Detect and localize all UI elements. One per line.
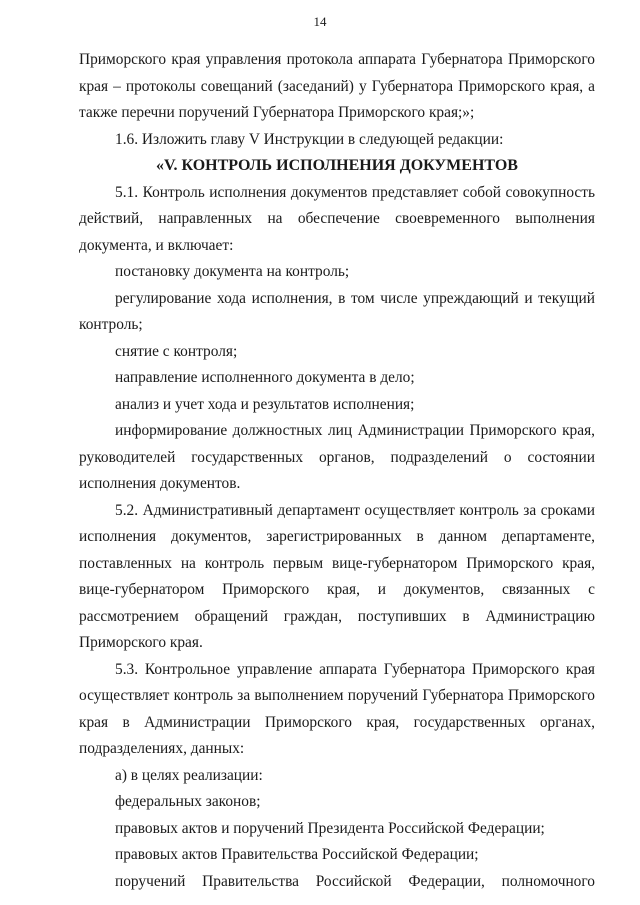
list-item: информирование должностных лиц Администрации Приморского края, руководителей государственных органов, подразделений о состоянии исполнения документов. — [79, 422, 595, 492]
chapter-title: «V. КОНТРОЛЬ ИСПОЛНЕНИЯ ДОКУМЕНТОВ — [156, 157, 518, 174]
list-item: правовых актов Правительства Российской Федерации; — [115, 846, 479, 863]
list-item: анализ и учет хода и результатов исполнения; — [115, 395, 415, 413]
list-item: а) в целях реализации: — [115, 766, 263, 784]
list-item: поручений Правительства Российской Федерации, полномочного — [115, 872, 595, 890]
list-item: правовых актов и поручений Президента Российской Федерации; — [115, 819, 545, 837]
paragraph-5-3: 5.3. Контрольное управление аппарата Губернатора Приморского края осуществляет контроль за выполнением поручений Губернатора Приморского края в Администрации Приморского края, государственных органах, подразделениях, данных: — [79, 660, 595, 757]
document-body — [79, 47, 595, 895]
list-item: постановку документа на контроль; — [115, 263, 350, 280]
list-item: регулирование хода исполнения, в том числе упреждающий и текущий контроль; — [79, 289, 595, 333]
list-item: снятие с контроля; — [115, 342, 238, 360]
paragraph-5-1: 5.1. Контроль исполнения документов представляет собой совокупность действий, направленных на обеспечение своевременного выполнения документа, и включает: — [79, 183, 595, 254]
list-item: направление исполненного документа в дело; — [115, 369, 415, 386]
list-item: федеральных законов; — [115, 793, 261, 810]
paragraph-continuation: Приморского края управления протокола аппарата Губернатора Приморского края – протоколы совещаний (заседаний) у Губернатора Приморского края, а также перечни поручений Губернатора Приморского края;»; — [79, 51, 595, 121]
paragraph-item-1-6: 1.6. Изложить главу V Инструкции в следующей редакции: — [115, 130, 504, 148]
page-number: 14 — [313, 14, 327, 29]
paragraph-5-2: 5.2. Административный департамент осуществляет контроль за сроками исполнения документов, зарегистрированных в данном департаменте, поставленных на контроль первым вице-губернатором Приморского края, вице-губернатором Приморского края, и документов, связанных с рассмотрением обращений граждан, поступивших в Администрацию Приморского края. — [79, 501, 595, 651]
